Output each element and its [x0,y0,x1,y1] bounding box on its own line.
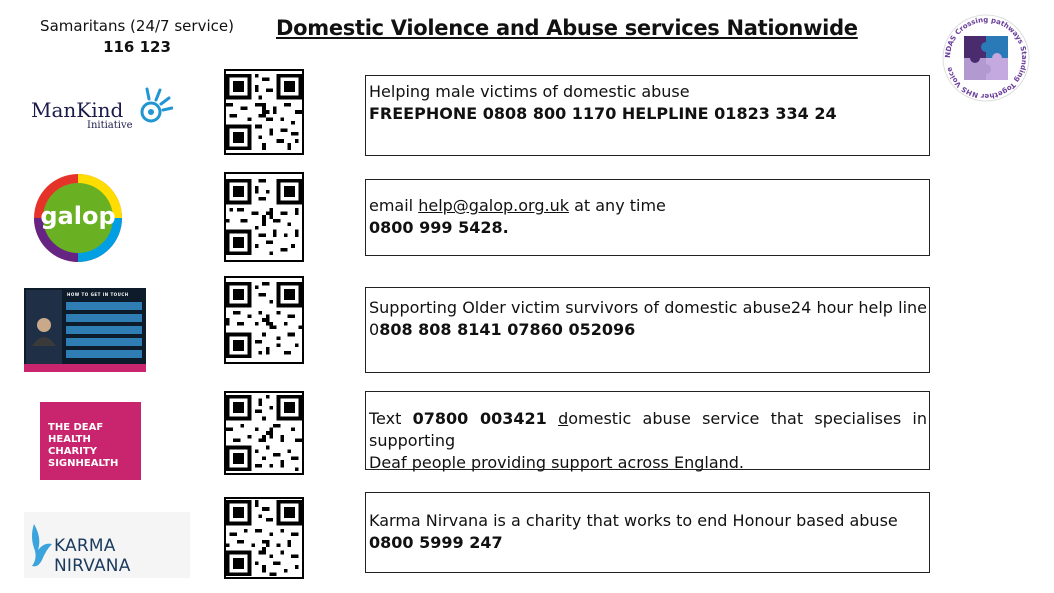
service-phone: 808 808 8141 07860 052096 [379,320,636,339]
person-icon [28,314,60,346]
service-box-mankind [365,75,930,156]
ndas-crossing-pathways-logo [942,14,1030,102]
qr-code-icon [226,71,302,153]
dove-icon [30,520,54,570]
page-title: Domestic Violence and Abuse services Nationwide [276,16,858,40]
email-link[interactable]: help@galop.org.uk [418,196,569,215]
signhealth-logo [40,402,141,480]
service-phone-line [369,319,927,341]
service-description: Supporting Older victim survivors of domestic abuse24 hour help line [369,298,927,317]
text-prefix: Text [369,409,413,428]
qr-code-icon [226,499,302,577]
samaritans-label: Samaritans (24/7 service) [40,17,234,35]
mankind-logo-text: ManKind [31,98,124,122]
qr-code-karma-nirvana[interactable] [224,497,304,579]
service-email-line [369,195,927,217]
galop-logo [32,172,124,264]
qr-code-icon [226,278,302,362]
hourglass-poster-image [24,288,146,372]
service-description: Helping male victims of domestic abuse [369,82,690,101]
service-description-line2: Deaf people providing support across England. [369,453,745,472]
service-box-karma-nirvana [365,492,930,573]
email-suffix: at any time [574,196,666,215]
qr-code-icon [226,174,302,260]
samaritans-contact [22,16,252,58]
qr-code-mankind[interactable] [224,69,304,155]
qr-code-hourglass[interactable] [224,276,304,364]
service-phone: FREEPHONE 0808 800 1170 HELPLINE 01823 334 24 [369,104,837,123]
ndas-ring-text: NDAS Crossing pathways Standing Together NHS Voice [943,15,1029,101]
phone-prefix: 0 [369,320,380,339]
service-phone: 0800 5999 247 [369,533,503,552]
service-phone: 0800 999 5428. [369,218,509,237]
service-box-signhealth [365,391,930,470]
service-box-hourglass [365,287,930,373]
service-description: Karma Nirvana is a charity that works to end Honour based abuse [369,511,898,530]
service-description-line1 [369,408,927,452]
service-box-galop [365,179,930,256]
ndas-puzzle-icon [942,14,1030,102]
galop-logo-text: galop [40,202,116,230]
samaritans-number: 116 123 [103,38,171,56]
mankind-logo [31,86,176,134]
qr-code-icon [226,393,302,473]
karma-nirvana-logo-text: KARMA NIRVANA [54,536,131,576]
email-prefix: email [369,196,414,215]
underlined-letter: d [558,409,569,428]
hourglass-poster-heading: HOW TO GET IN TOUCH [67,292,129,297]
description-rest: omestic abuse service that specialises in supporting [369,409,927,450]
signhealth-logo-text: THE DEAF HEALTH CHARITY SIGNHEALTH [48,422,119,469]
qr-code-galop[interactable] [224,172,304,262]
karma-nirvana-logo [24,512,190,578]
service-phone: 07800 003421 [412,409,547,428]
mankind-logo-subtext: Initiative [87,120,133,131]
mankind-swirl-icon [137,86,173,126]
qr-code-signhealth[interactable] [224,391,304,475]
